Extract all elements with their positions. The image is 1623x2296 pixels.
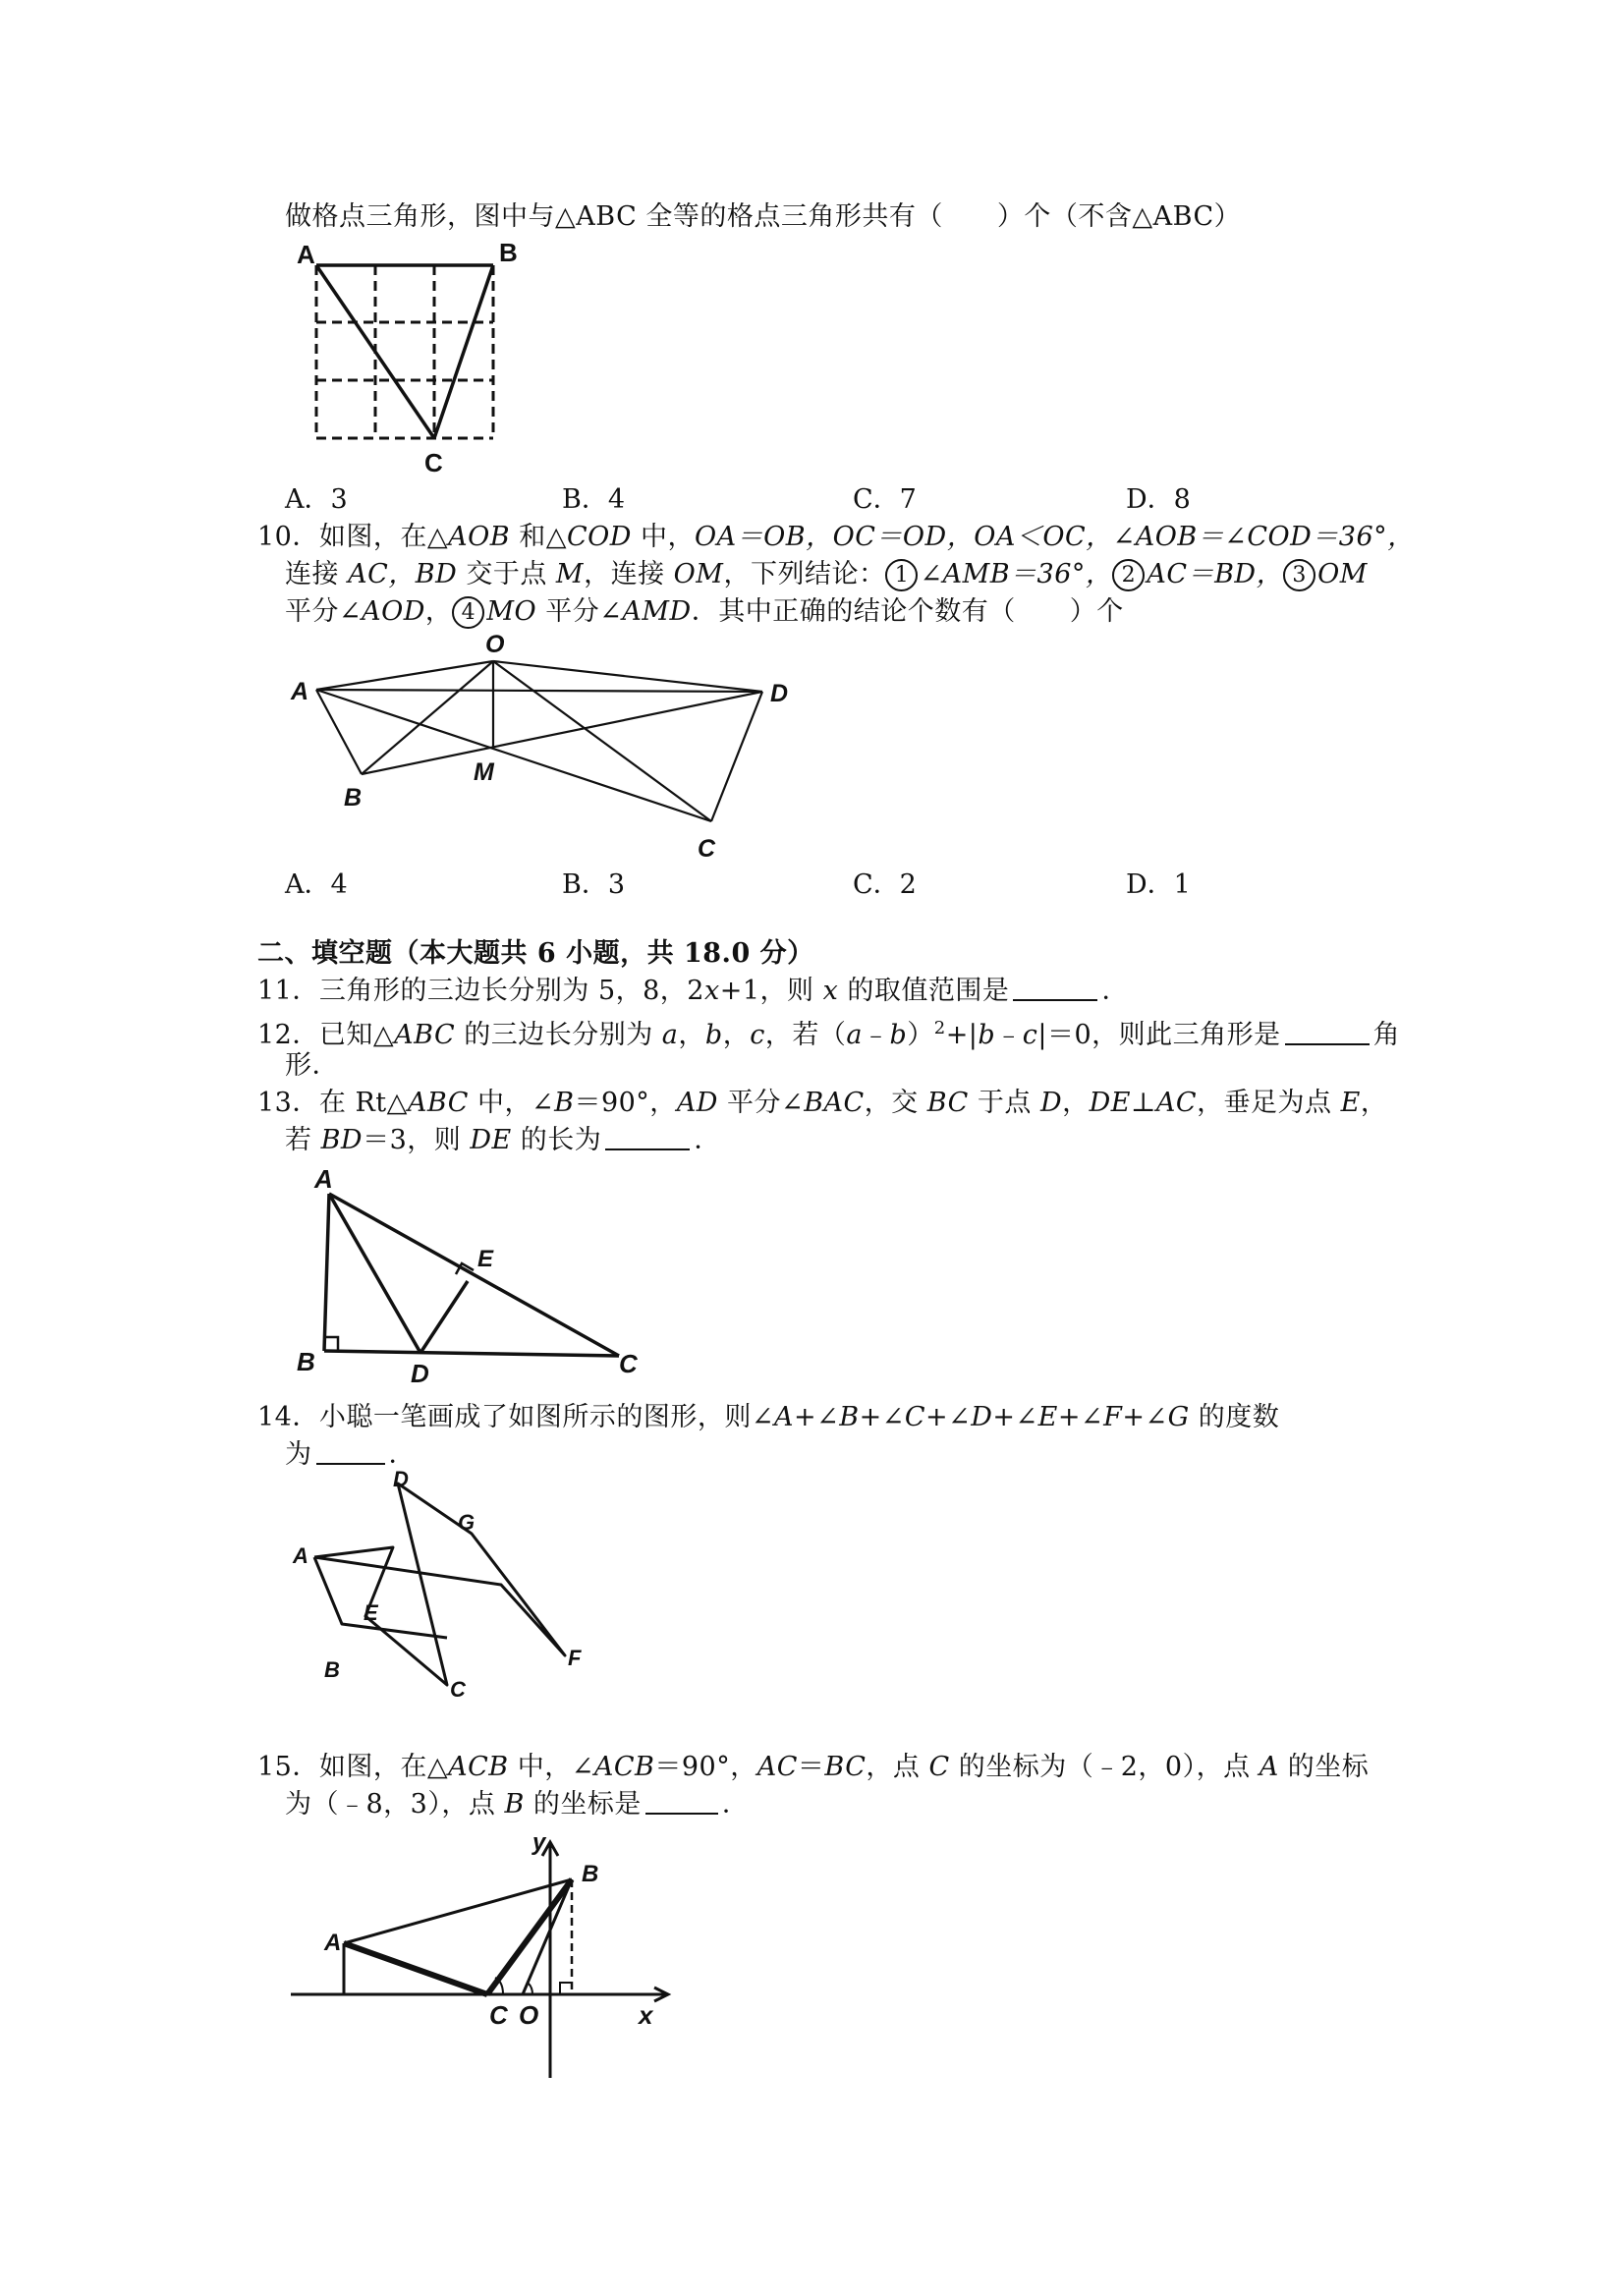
q10-line2: 连接 AC，BD 交于点 M，连接 OM，下列结论： 1 ∠AMB＝36°， 2 AC＝BD， 3 OM <box>285 559 1368 589</box>
q9-label-c: C <box>424 448 443 477</box>
q9-option-d: D．8 <box>1126 484 1191 515</box>
q9-label-b: B <box>499 238 518 267</box>
q9-option-c: C．7 <box>853 484 917 515</box>
q15-figure <box>285 1822 698 2088</box>
q10-figure <box>285 629 815 865</box>
q12-line1: 12．已知△ABC 的三边长分别为 a，b，c，若（a﹣b）$^2$+|b﹣c|＝0，则此三角形是 角 <box>257 1018 1401 1050</box>
q15-answer-blank[interactable] <box>645 1787 718 1815</box>
q14-line2: 为 ． <box>285 1439 416 1470</box>
q9-grid-figure <box>295 236 521 481</box>
q10-line3: 平分∠AOD， 4 MO 平分∠AMD．其中正确的结论个数有（ ）个 <box>285 596 1124 627</box>
q15-label-c: C <box>489 2000 508 2030</box>
q11-answer-blank[interactable] <box>1013 974 1097 1001</box>
q15-line2: 为（﹣8，3），点 B 的坐标是 ． <box>285 1789 750 1820</box>
q15-label-b: B <box>582 1861 599 1887</box>
q14-label-c: C <box>450 1677 466 1702</box>
q12-line2: 形． <box>285 1050 339 1081</box>
q9-label-a: A <box>297 240 315 269</box>
q10-line1: 10．如图，在△AOB 和△COD 中，OA＝OB，OC＝OD，OA＜OC，∠AOB＝∠COD＝36°， <box>257 522 1415 552</box>
q14-label-g: G <box>458 1510 476 1535</box>
q10-option-a: A．4 <box>285 869 348 900</box>
q14-figure <box>285 1469 619 1705</box>
q13-label-e: E <box>477 1246 494 1272</box>
q9-option-a: A．3 <box>285 484 348 515</box>
q14-label-f: F <box>568 1646 582 1670</box>
q14-answer-blank[interactable] <box>316 1437 385 1465</box>
q13-label-b: B <box>297 1347 315 1376</box>
q13-line2: 若 BD＝3，则 DE 的长为 ． <box>285 1125 721 1155</box>
q10-label-d: D <box>770 680 789 707</box>
q10-label-a: A <box>291 678 309 705</box>
q13-answer-blank[interactable] <box>605 1123 690 1150</box>
q15-label-o: O <box>519 2000 539 2030</box>
q10-label-m: M <box>474 758 494 786</box>
q9-option-b: B．4 <box>562 484 626 515</box>
q10-label-c: C <box>698 835 716 863</box>
q9-stem: 做格点三角形，图中与△ABC 全等的格点三角形共有（ ）个（不含△ABC） <box>285 201 1242 232</box>
q10-option-c: C．2 <box>853 869 917 900</box>
q15-line1: 15．如图，在△ACB 中，∠ACB＝90°，AC＝BC，点 C 的坐标为（﹣2，0），点 A 的坐标 <box>257 1752 1370 1782</box>
q12-answer-blank[interactable] <box>1285 1018 1370 1045</box>
q13-label-a: A <box>314 1164 333 1194</box>
q13-line1: 13．在 Rt△ABC 中，∠B＝90°，AD 平分∠BAC，交 BC 于点 D，DE⊥AC，垂足为点 E， <box>257 1088 1388 1118</box>
q13-figure <box>285 1164 658 1388</box>
q15-label-x: x <box>639 2000 653 2030</box>
q15-label-y: y <box>532 1829 546 1856</box>
q14-label-e: E <box>364 1600 378 1625</box>
q13-label-d: D <box>411 1359 429 1388</box>
q10-option-d: D．1 <box>1126 869 1191 900</box>
q14-line1: 14．小聪一笔画成了如图所示的图形，则∠A+∠B+∠C+∠D+∠E+∠F+∠G 的度数 <box>257 1402 1280 1432</box>
q11-stem: 11．三角形的三边长分别为 5，8，2x+1，则 x 的取值范围是 ． <box>257 976 1129 1006</box>
q10-label-b: B <box>344 784 363 812</box>
q10-label-o: O <box>485 631 505 658</box>
q13-label-c: C <box>619 1349 638 1378</box>
q10-option-b: B．3 <box>562 869 626 900</box>
q15-label-a: A <box>324 1930 342 1956</box>
section-title: 二、填空题（本大题共 6 小题，共 18.0 分） <box>257 938 814 969</box>
q14-label-a: A <box>293 1543 308 1568</box>
q14-label-d: D <box>393 1467 409 1491</box>
q14-label-b: B <box>324 1657 340 1682</box>
